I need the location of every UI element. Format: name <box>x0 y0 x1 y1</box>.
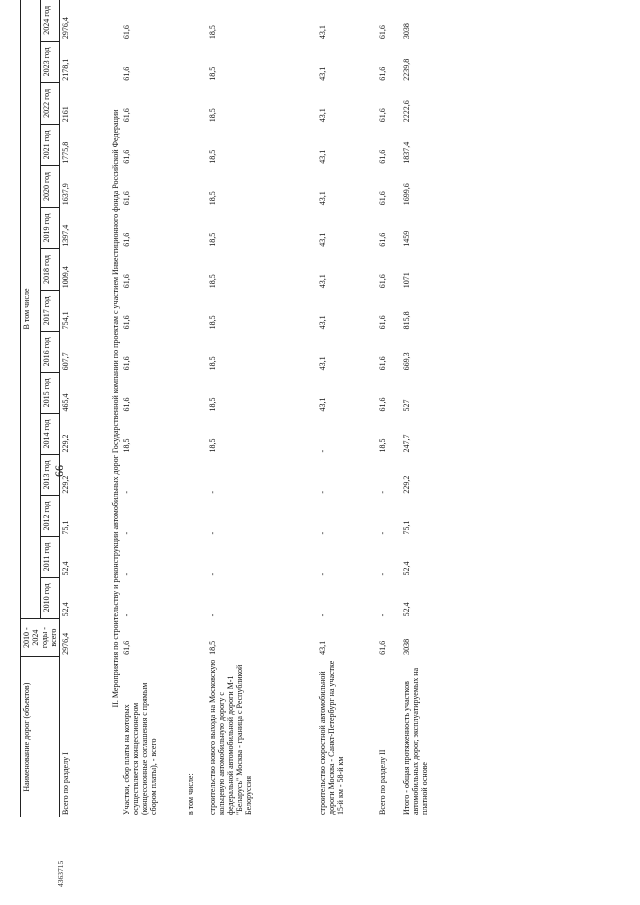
year-header: 2010 год <box>40 577 60 618</box>
cell: 18,5 <box>207 232 217 247</box>
cell: 3038 <box>401 638 411 655</box>
cell: 2239,8 <box>401 58 411 81</box>
cell: - <box>207 613 217 617</box>
cell: 1699,6 <box>401 183 411 206</box>
row-name: строительство нового выхода на Московскую кольцевую автомобильную дорогу с федеральной автомобильной дороги М-1 "Беларусь" Москва - граница с Республикой Белоруссия <box>207 659 253 815</box>
cell: 43,1 <box>317 191 327 206</box>
table-row <box>207 0 317 817</box>
cell: 1397,4 <box>61 224 70 247</box>
row-name: Участки, сбор платы на которых осуществляется концессионером (концессионные соглашения с прямым сбором платы), - всего <box>121 682 158 815</box>
cell: - <box>317 531 327 535</box>
cell: - <box>317 449 327 453</box>
cell: 2976,4 <box>61 17 70 40</box>
cell <box>185 0 207 657</box>
cell: 61,6 <box>377 640 387 655</box>
cell: 229,2 <box>61 475 70 494</box>
data-table <box>20 0 449 817</box>
group-header: В том числе <box>21 0 41 618</box>
cell: 61,6 <box>121 356 131 371</box>
row-name: Всего по разделу I <box>61 752 70 815</box>
cell: 43,1 <box>317 356 327 371</box>
cell: 18,5 <box>207 149 217 164</box>
cell: 229,2 <box>401 475 411 494</box>
document-code: 4363715 <box>56 860 65 887</box>
cell: - <box>121 490 131 494</box>
cell: - <box>377 490 387 494</box>
table-row <box>401 0 449 817</box>
cell: - <box>317 613 327 617</box>
year-header: 2019 год <box>40 207 60 249</box>
cell: 1837,4 <box>401 141 411 164</box>
cell: 18,5 <box>207 66 217 81</box>
total-column-header: 2010 - 2024 годы - всего <box>21 618 60 656</box>
cell: - <box>207 531 217 535</box>
cell: 527 <box>401 399 411 412</box>
cell: 61,6 <box>377 274 387 289</box>
cell: 43,1 <box>317 108 327 123</box>
cell: 229,2 <box>61 434 70 453</box>
cell: 2178,1 <box>61 58 70 81</box>
cell: 247,7 <box>401 434 411 453</box>
cell: 18,5 <box>121 438 131 453</box>
cell: 61,6 <box>121 232 131 247</box>
cell: 75,1 <box>401 520 411 535</box>
cell: 61,6 <box>121 191 131 206</box>
cell: 1637,9 <box>61 183 70 206</box>
year-header: 2013 год <box>40 455 60 496</box>
cell: 61,6 <box>121 640 131 655</box>
cell: 18,5 <box>207 108 217 123</box>
section-row <box>110 0 121 817</box>
cell: - <box>377 572 387 576</box>
cell: - <box>207 572 217 576</box>
cell: 18,5 <box>377 438 387 453</box>
cell: 18,5 <box>207 438 217 453</box>
cell: 52,4 <box>61 602 70 617</box>
year-header: 2021 год <box>40 124 60 166</box>
row-name: Итого - общая протяженность участков автомобильных дорог, эксплуатируемых на платной основе <box>401 667 429 815</box>
cell: 52,4 <box>61 561 70 576</box>
cell: 61,6 <box>377 356 387 371</box>
cell: 2976,4 <box>61 632 70 655</box>
section-title: II. Мероприятия по строительству и реконструкции автомобильных дорог Государственной компании по проектам с участием Инвестиционного фонда Российской Федерации <box>110 109 120 708</box>
cell: 607,7 <box>61 352 70 371</box>
cell: 61,6 <box>377 108 387 123</box>
cell: 669,3 <box>401 352 411 371</box>
cell: 75,1 <box>61 520 70 535</box>
cell: 61,6 <box>121 315 131 330</box>
cell: - <box>121 613 131 617</box>
cell: 754,1 <box>61 311 70 330</box>
cell: 61,6 <box>121 397 131 412</box>
row-name: в том числе: <box>185 773 195 815</box>
cell: - <box>121 572 131 576</box>
cell: 815,8 <box>401 311 411 330</box>
cell: 18,5 <box>207 191 217 206</box>
cell: - <box>121 531 131 535</box>
year-header: 2016 год <box>40 331 60 372</box>
table-row <box>60 0 110 817</box>
cell: 43,1 <box>317 149 327 164</box>
table-row <box>377 0 401 817</box>
year-header: 2018 год <box>40 249 60 291</box>
cell: 43,1 <box>317 315 327 330</box>
year-header: 2023 год <box>40 41 60 83</box>
cell: 61,6 <box>377 191 387 206</box>
year-header: 2017 год <box>40 290 60 331</box>
cell: 43,1 <box>317 25 327 40</box>
table-row <box>185 0 207 817</box>
cell: - <box>207 490 217 494</box>
cell: - <box>317 490 327 494</box>
cell: 43,1 <box>317 232 327 247</box>
cell: 43,1 <box>317 640 327 655</box>
row-name: Всего по разделу II <box>377 749 387 815</box>
cell: 1009,4 <box>61 266 70 289</box>
year-header: 2014 год <box>40 413 60 454</box>
cell: 43,1 <box>317 66 327 81</box>
row-name: строительство скоростной автомобильной дороги Москва - Санкт-Петербург на участке 15-й км - 58-й км <box>317 660 345 815</box>
cell: 61,6 <box>377 397 387 412</box>
cell: 465,4 <box>61 393 70 412</box>
cell: 2161 <box>61 106 70 123</box>
table-row <box>317 0 377 817</box>
year-header: 2024 год <box>40 0 60 41</box>
year-header: 2020 год <box>40 166 60 208</box>
cell: 52,4 <box>401 561 411 576</box>
cell: 18,5 <box>207 356 217 371</box>
cell: 18,5 <box>207 315 217 330</box>
cell: 2222,6 <box>401 100 411 123</box>
cell: 61,6 <box>377 149 387 164</box>
cell: 18,5 <box>207 640 217 655</box>
cell: 61,6 <box>377 25 387 40</box>
cell: 3038 <box>401 23 411 40</box>
cell: 61,6 <box>121 66 131 81</box>
cell: 1775,8 <box>61 141 70 164</box>
table-row <box>121 0 185 817</box>
page-number: 66 <box>52 465 66 477</box>
year-header: 2012 год <box>40 496 60 537</box>
cell: 52,4 <box>401 602 411 617</box>
cell: 61,6 <box>121 25 131 40</box>
year-header: 2011 год <box>40 537 60 578</box>
cell: 61,6 <box>377 232 387 247</box>
cell: 61,6 <box>377 66 387 81</box>
cell: 18,5 <box>207 25 217 40</box>
cell: 61,6 <box>121 274 131 289</box>
name-column-header: Наименование дорог (объектов) <box>21 657 60 817</box>
cell: 61,6 <box>121 108 131 123</box>
cell: 61,6 <box>121 149 131 164</box>
cell: 43,1 <box>317 274 327 289</box>
cell: 43,1 <box>317 397 327 412</box>
cell: - <box>377 531 387 535</box>
cell: - <box>377 613 387 617</box>
year-header: 2022 год <box>40 83 60 125</box>
cell: 18,5 <box>207 397 217 412</box>
cell: 18,5 <box>207 274 217 289</box>
cell: 1071 <box>401 272 411 289</box>
cell: 61,6 <box>377 315 387 330</box>
cell: 1459 <box>401 230 411 247</box>
year-header: 2015 год <box>40 372 60 413</box>
cell: - <box>317 572 327 576</box>
